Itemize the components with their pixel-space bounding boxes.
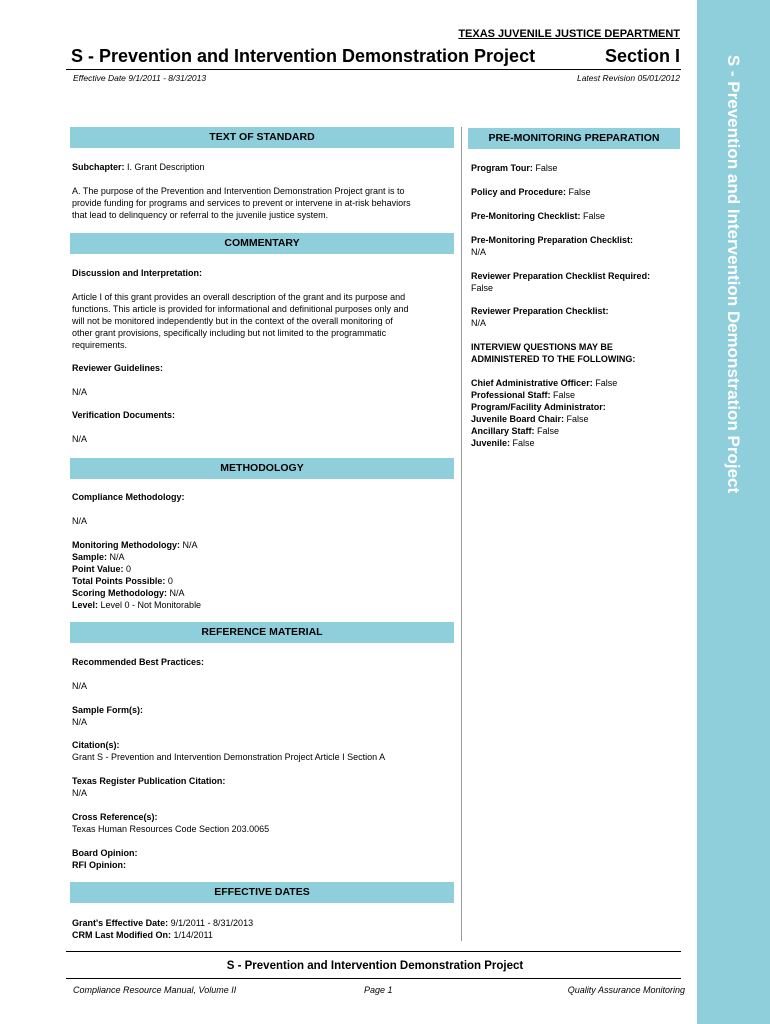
- reviewer-checklist: [471, 305, 609, 329]
- best-practices-label: Recommended Best Practices:: [72, 657, 205, 667]
- section-label: Section I: [604, 46, 680, 66]
- discussion-line: functions. This article is provided for informational and definitional purposes only and: [72, 304, 409, 314]
- policy-procedure: [471, 186, 591, 198]
- interviewee-label: Chief Administrative Officer:: [471, 378, 593, 388]
- reviewer-checklist-value: N/A: [471, 318, 487, 328]
- discussion-line: Article I of this grant provides an overall description of the grant and its purpose and: [72, 292, 406, 302]
- methodology-details: [72, 539, 201, 611]
- interviewee-value: False: [534, 426, 560, 436]
- prep-checklist-value: N/A: [471, 247, 487, 257]
- discussion-label: Discussion and Interpretation:: [72, 268, 203, 278]
- compliance-methodology-value: N/A: [72, 516, 88, 526]
- commentary-heading: COMMENTARY: [70, 233, 454, 254]
- discussion-line: requirements.: [72, 340, 128, 350]
- interviewee-label: Juvenile:: [471, 438, 511, 448]
- methodology-row: [72, 599, 201, 611]
- methodology-row-label: Point Value:: [72, 564, 124, 574]
- effective-dates: [72, 917, 253, 941]
- pre-monitoring-checklist: [471, 210, 605, 222]
- methodology-row: [72, 563, 201, 575]
- interviewee-label: Professional Staff:: [471, 390, 551, 400]
- prep-checklist: [471, 234, 633, 258]
- methodology-row-label: Monitoring Methodology:: [72, 540, 180, 550]
- standard-text: [72, 185, 411, 221]
- methodology-row-value: 0: [123, 564, 132, 574]
- pre-monitoring-checklist-label: Pre-Monitoring Checklist:: [471, 211, 581, 221]
- sample-forms-label: Sample Form(s):: [72, 705, 144, 715]
- grant-effective-date-value: 9/1/2011 - 8/31/2013: [168, 918, 254, 928]
- discussion-line: other grant provisions, specifically including but not limited to the programmatic: [72, 328, 387, 338]
- crm-last-modified: [72, 929, 253, 941]
- reviewer-checklist-required: [471, 270, 650, 294]
- discussion-text: [72, 291, 409, 351]
- opinions: [72, 847, 138, 871]
- reference-material-heading: REFERENCE MATERIAL: [70, 622, 454, 643]
- register-citation-value: N/A: [72, 788, 88, 798]
- subchapter-label: Subchapter:: [72, 162, 125, 172]
- methodology-row-value: Level 0 - Not Monitorable: [98, 600, 202, 610]
- pre-monitoring-checklist-value: False: [580, 211, 606, 221]
- methodology-row-value: N/A: [179, 540, 198, 550]
- board-opinion-label: Board Opinion:: [72, 848, 138, 858]
- interviewee-value: False: [510, 438, 535, 448]
- standard-line: A. The purpose of the Prevention and Intervention Demonstration Project grant is to: [72, 186, 405, 196]
- best-practices-value: N/A: [72, 681, 88, 691]
- interview-line: ADMINISTERED TO THE FOLLOWING:: [471, 354, 636, 364]
- methodology-row: [72, 587, 201, 599]
- sample-forms-value: N/A: [72, 717, 88, 727]
- methodology-row-label: Level:: [72, 600, 99, 610]
- program-tour-label: Program Tour:: [471, 163, 533, 173]
- interviewee-value: False: [550, 390, 576, 400]
- methodology-row: [72, 539, 201, 551]
- crm-last-modified-value: 1/14/2011: [171, 930, 213, 940]
- program-tour: [471, 162, 557, 174]
- citations: [72, 739, 385, 763]
- interviewee-value: False: [592, 378, 618, 388]
- footer-qa: Quality Assurance Monitoring: [567, 985, 685, 995]
- methodology-row-label: Scoring Methodology:: [72, 588, 167, 598]
- footer-rule-top: [66, 951, 681, 952]
- policy-procedure-label: Policy and Procedure:: [471, 187, 567, 197]
- interviewee-label: Ancillary Staff:: [471, 426, 535, 436]
- grant-effective-date-label: Grant's Effective Date:: [72, 918, 169, 928]
- subchapter-value: I. Grant Description: [124, 162, 205, 172]
- page-title: S - Prevention and Intervention Demonstration Project: [71, 46, 536, 66]
- interviewee: [471, 377, 617, 389]
- interviewee-label: Juvenile Board Chair:: [471, 414, 565, 424]
- citations-value: Grant S - Prevention and Intervention Demonstration Project Article I Section A: [72, 752, 386, 762]
- latest-revision: Latest Revision 05/01/2012: [576, 73, 680, 83]
- register-citation-label: Texas Register Publication Citation:: [72, 776, 226, 786]
- sample-forms: [72, 704, 143, 728]
- reviewer-guidelines-value: N/A: [72, 387, 88, 397]
- effective-dates-heading: EFFECTIVE DATES: [70, 882, 454, 903]
- verification-documents-label: Verification Documents:: [72, 410, 176, 420]
- interviewee: [471, 389, 617, 401]
- cross-reference-value: Texas Human Resources Code Section 203.0065: [72, 824, 270, 834]
- prep-checklist-label: Pre-Monitoring Preparation Checklist:: [471, 235, 634, 245]
- interviewee-value: False: [564, 414, 589, 424]
- column-divider: [461, 127, 462, 941]
- cross-reference: [72, 811, 269, 835]
- pre-monitoring-heading: PRE-MONITORING PREPARATION: [468, 128, 680, 149]
- crm-last-modified-label: CRM Last Modified On:: [72, 930, 171, 940]
- verification-documents-value: N/A: [72, 434, 88, 444]
- interviewee: [471, 425, 617, 437]
- interviewee-list: [471, 377, 617, 449]
- methodology-row-label: Sample:: [72, 552, 108, 562]
- reviewer-checklist-required-value: False: [471, 283, 494, 293]
- text-of-standard-heading: TEXT OF STANDARD: [70, 127, 454, 148]
- citations-label: Citation(s):: [72, 740, 120, 750]
- compliance-methodology-label: Compliance Methodology:: [72, 492, 185, 502]
- methodology-row-value: N/A: [167, 588, 185, 598]
- subchapter: [72, 161, 205, 173]
- reviewer-guidelines-label: Reviewer Guidelines:: [72, 363, 164, 373]
- footer-page: Page 1: [364, 985, 393, 995]
- interview-heading: [471, 341, 635, 365]
- grant-effective-date: [72, 917, 253, 929]
- methodology-row: [72, 575, 201, 587]
- reviewer-checklist-label: Reviewer Preparation Checklist:: [471, 306, 609, 316]
- methodology-row-value: N/A: [107, 552, 125, 562]
- footer-rule-bottom: [66, 978, 681, 979]
- methodology-row-value: 0: [165, 576, 173, 586]
- methodology-heading: METHODOLOGY: [70, 458, 454, 479]
- cross-reference-label: Cross Reference(s):: [72, 812, 158, 822]
- header-rule: [66, 69, 681, 70]
- interviewee: [471, 413, 617, 425]
- interviewee: [471, 437, 617, 449]
- program-tour-value: False: [532, 163, 558, 173]
- standard-line: that lead to delinquency or referral to the juvenile justice system.: [72, 210, 329, 220]
- interviewee-label: Program/Facility Administrator:: [471, 402, 606, 412]
- side-title: S - Prevention and Intervention Demonstration Project: [724, 54, 743, 494]
- rfi-opinion-label: RFI Opinion:: [72, 860, 126, 870]
- footer-manual: Compliance Resource Manual, Volume II: [73, 985, 237, 995]
- interview-line: INTERVIEW QUESTIONS MAY BE: [471, 342, 613, 352]
- register-citation: [72, 775, 225, 799]
- policy-procedure-value: False: [566, 187, 591, 197]
- methodology-row-label: Total Points Possible:: [72, 576, 166, 586]
- effective-date: Effective Date 9/1/2011 - 8/31/2013: [73, 73, 207, 83]
- department-name: TEXAS JUVENILE JUSTICE DEPARTMENT: [458, 28, 680, 40]
- discussion-line: will not be monitored independently but in the context of the overall monitoring of: [72, 316, 393, 326]
- interviewee: [471, 401, 617, 413]
- methodology-row: [72, 551, 201, 563]
- footer-title: S - Prevention and Intervention Demonstration Project: [226, 960, 524, 972]
- reviewer-checklist-required-label: Reviewer Preparation Checklist Required:: [471, 271, 651, 281]
- standard-line: provide funding for programs and services to prevent or intervene in at-risk behaviors: [72, 198, 411, 208]
